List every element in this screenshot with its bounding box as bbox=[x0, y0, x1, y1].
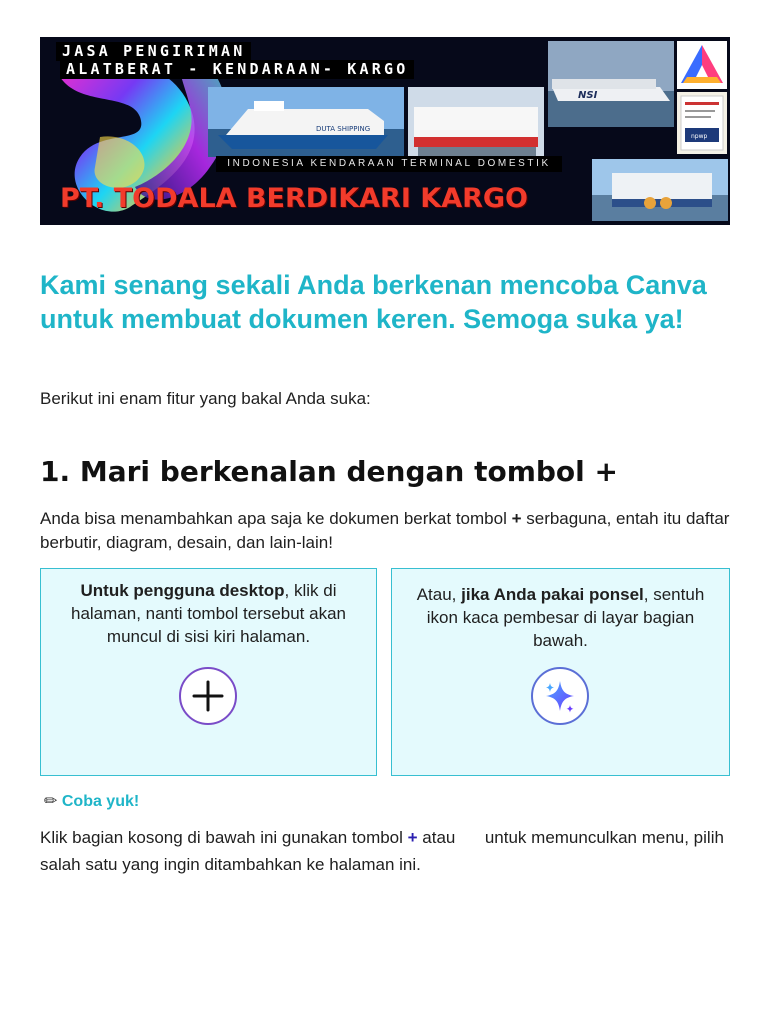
section-body-part-2: serbaguna, entah itu daftar berbutir, diagram, desain, dan lain-lain! bbox=[40, 509, 730, 552]
section-title: 1. Mari berkenalan dengan tombol + bbox=[40, 455, 618, 488]
mobile-tip-prefix: Atau, bbox=[416, 585, 462, 604]
try-it-heading bbox=[44, 791, 139, 811]
desktop-tip-bold: Untuk pengguna desktop bbox=[80, 581, 285, 600]
magic-button[interactable] bbox=[531, 667, 589, 725]
ship-photo-2 bbox=[408, 87, 544, 157]
section-body bbox=[40, 507, 730, 555]
plus-icon bbox=[181, 669, 235, 723]
banner-subline: INDONESIA KENDARAAN TERMINAL DOMESTIK bbox=[216, 156, 562, 172]
banner-tag-line-2: ALATBERAT - KENDARAAN- KARGO bbox=[60, 60, 414, 79]
pencil-icon: ✏ bbox=[44, 793, 58, 810]
port-photo bbox=[592, 159, 728, 221]
section-body-plus: + bbox=[511, 509, 522, 528]
sparkle-icon bbox=[533, 669, 587, 723]
doc-label: npwp bbox=[691, 133, 708, 140]
desktop-tip-body: , klik di halaman, nanti tombol tersebut akan muncul di sisi kiri halaman. bbox=[70, 581, 346, 646]
instruction-text bbox=[40, 824, 730, 878]
company-name: PT. TODALA BERDIKARI KARGO bbox=[60, 183, 528, 214]
desktop-tip-text bbox=[53, 579, 364, 648]
instruction-part-1: Klik bagian kosong di bawah ini gunakan tombol bbox=[40, 828, 408, 847]
mobile-tip-body: , sentuh ikon kaca pembesar di layar bagian bawah. bbox=[426, 585, 705, 650]
try-it-label: Coba yuk! bbox=[61, 793, 140, 810]
section-body-part-1: Anda bisa menambahkan apa saja ke dokumen berkat tombol bbox=[40, 509, 512, 528]
mobile-tip-bold: jika Anda pakai ponsel bbox=[461, 585, 644, 604]
banner-tag-line-1: JASA PENGIRIMAN bbox=[56, 42, 251, 61]
mobile-tip-card bbox=[391, 568, 730, 776]
welcome-headline: Kami senang sekali Anda berkenan mencoba Canva untuk membuat dokumen keren. Semoga suka ya! bbox=[40, 270, 707, 334]
tax-document-thumbnail bbox=[677, 92, 727, 154]
ship-1-label: DUTA SHIPPING bbox=[316, 125, 371, 133]
desktop-tip-card bbox=[40, 568, 377, 776]
plus-button[interactable] bbox=[179, 667, 237, 725]
ship-photo-1 bbox=[208, 87, 404, 157]
intro-text: Berikut ini enam fitur yang bakal Anda suka: bbox=[40, 389, 371, 408]
instruction-plus-icon: + bbox=[407, 828, 418, 847]
company-logo bbox=[677, 41, 727, 89]
instruction-part-3: untuk memunculkan menu, pilih salah satu yang ingin ditambahkan ke halaman ini. bbox=[40, 828, 724, 874]
ship-2-label: NSI bbox=[578, 90, 598, 101]
mobile-tip-text bbox=[404, 583, 717, 652]
instruction-part-2: atau bbox=[417, 828, 461, 847]
header-banner bbox=[40, 37, 730, 225]
ship-photo-3 bbox=[548, 41, 674, 127]
